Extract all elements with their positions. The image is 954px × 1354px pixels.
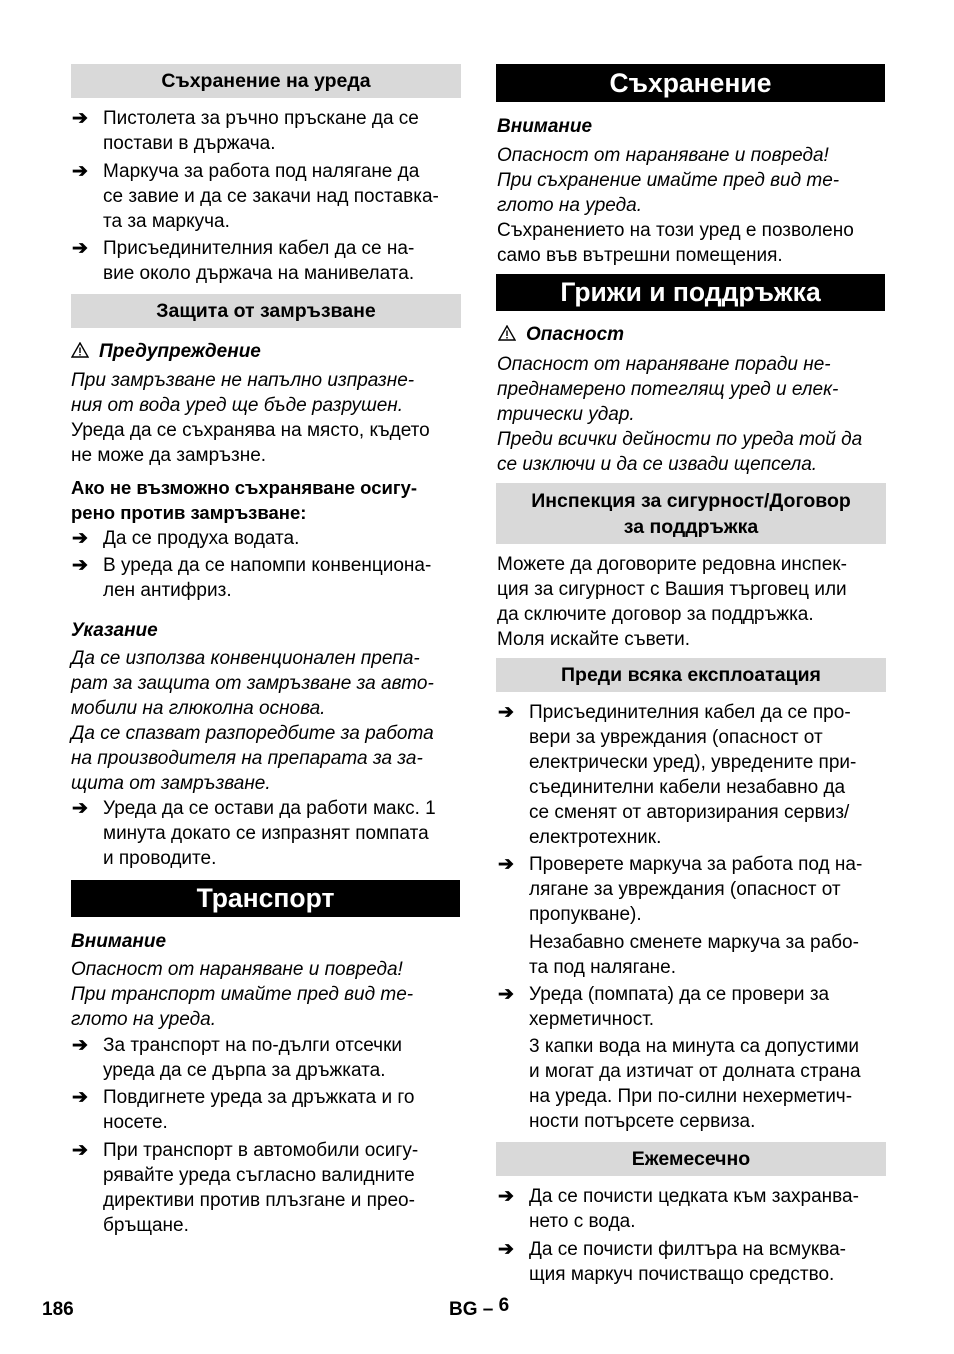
attention-text: При съхранение имайте пред вид те- [497, 170, 840, 191]
bullet-text: и проводите. [103, 848, 217, 869]
attention-text: Опасност от нараняване и повреда! [497, 145, 829, 166]
note-text: щита от замръзване. [71, 773, 271, 794]
bullet-text: лягане за увреждания (опасност от [529, 879, 841, 900]
bullet-text: Пистолета за ръчно пръскане да се [103, 108, 419, 129]
note-text: на производителя на препарата за за- [71, 748, 423, 769]
heading-frost-protection: Защита от замръзване [71, 294, 461, 328]
arrow-icon: ➔ [72, 1140, 88, 1161]
paragraph-text: не може да замръзне. [71, 445, 267, 466]
heading-line: за поддръжка [623, 515, 759, 538]
heading-safety-inspection [496, 483, 886, 544]
bullet-text: вери за увреждания (опасност от [529, 727, 823, 748]
arrow-icon: ➔ [72, 1087, 88, 1108]
note-text: мобили на глюколна основа. [71, 698, 326, 719]
bullet-text: ности потърсете сервиза. [529, 1111, 756, 1132]
bullet-text: Незабавно сменете маркуча за рабо- [529, 932, 859, 953]
bullet-text: Да се почисти филтъра на всмуква- [529, 1239, 847, 1260]
bullet-text: нето с вода. [529, 1211, 636, 1232]
paragraph-text: Моля искайте съвети. [497, 629, 690, 650]
note-label: Указание [71, 620, 158, 641]
danger-label: Опасност [498, 322, 624, 347]
bullet-text: съединителни кабели незабавно да [529, 777, 846, 798]
bullet-text: директиви против плъзгане и прео- [103, 1190, 415, 1211]
bullet-text: пропукване). [529, 904, 642, 925]
bullet-text: уреда да се дърпа за дръжката. [103, 1060, 386, 1081]
paragraph-text: ция за сигурност с Вашия търговец или [497, 579, 847, 600]
arrow-icon: ➔ [498, 984, 514, 1005]
bullet-text: Уреда (помпата) да се провери за [529, 984, 830, 1005]
arrow-icon: ➔ [498, 1186, 514, 1207]
arrow-icon: ➔ [498, 854, 514, 875]
footer-section [449, 1295, 510, 1321]
paragraph-text: Съхранението на този уред е позволено [497, 220, 854, 241]
bullet-text: вие около държача на манивелата. [103, 263, 415, 284]
heading-transport: Транспорт [71, 880, 460, 917]
note-text: Да се спазват разпоредбите за работа [71, 723, 434, 744]
attention-text: глото на уреда. [71, 1009, 216, 1030]
bullet-text: минута докато се изпразнят помпата [103, 823, 429, 844]
warning-triangle-icon [498, 325, 516, 341]
heading-line: Инспекция за сигурност/Договор [531, 489, 851, 512]
section-number: 6 [498, 1295, 510, 1316]
danger-text: Преди всички дейности по уреда той да [497, 429, 863, 450]
bullet-text: Повдигнете уреда за дръжката и го [103, 1087, 415, 1108]
note-text: Да се използва конвенционален препа- [71, 648, 420, 669]
bullet-text: 3 капки вода на минута са допустими [529, 1036, 860, 1057]
bullet-text: носете. [103, 1112, 168, 1133]
heading-storage-device: Съхранение на уреда [71, 64, 461, 98]
heading-monthly: Ежемесечно [496, 1142, 886, 1176]
paragraph-text: Можете да договорите редовна инспек- [497, 554, 847, 575]
bullet-text: В уреда да се напомпи конвенциона- [103, 555, 432, 576]
bold-subheading: Ако не възможно съхраняване осигу- [71, 477, 418, 498]
bullet-text: се сменят от авторизирания сервиз/ [529, 802, 850, 823]
bullet-text: на уреда. При по-силни нехерметич- [529, 1086, 853, 1107]
warning-triangle-icon [71, 342, 89, 358]
bullet-text: щия маркуч почистващо средство. [529, 1264, 835, 1285]
bullet-text: Да се почисти цедката към захранва- [529, 1186, 859, 1207]
bullet-text: постави в държача. [103, 133, 276, 154]
bullet-text: Присъединителния кабел да се про- [529, 702, 851, 723]
bullet-text: рявайте уреда съгласно валидните [103, 1165, 415, 1186]
paragraph-text: Уреда да се съхранява на място, където [71, 420, 430, 441]
warning-text: При замръзване не напълно изпразне- [71, 370, 415, 391]
warning-label: Предупреждение [71, 339, 261, 364]
warning-text: ния от вода уред ще бъде разрушен. [71, 395, 404, 416]
bullet-text: херметичност. [529, 1009, 655, 1030]
bullet-text: бръщане. [103, 1215, 189, 1236]
bullet-text: Проверете маркуча за работа под на- [529, 854, 863, 875]
bullet-text: и могат да изтичат от долната страна [529, 1061, 861, 1082]
heading-storage: Съхранение [496, 64, 885, 102]
attention-label: Внимание [497, 116, 593, 137]
bullet-text: За транспорт на по-дълги отсечки [103, 1035, 403, 1056]
arrow-icon: ➔ [72, 798, 88, 819]
heading-before-operation: Преди всяка експлоатация [496, 658, 886, 692]
bullet-text: лен антифриз. [103, 580, 232, 601]
danger-text: трически удар. [497, 404, 635, 425]
bullet-text: Маркуча за работа под налягане да [103, 161, 420, 182]
arrow-icon: ➔ [72, 528, 88, 549]
bullet-text: Да се продуха водата. [103, 528, 300, 549]
attention-text: При транспорт имайте пред вид те- [71, 984, 414, 1005]
arrow-icon: ➔ [72, 238, 88, 259]
attention-text: Опасност от нараняване и повреда! [71, 959, 403, 980]
bullet-text: Уреда да се остави да работи макс. 1 [103, 798, 436, 819]
bullet-text: та под налягане. [529, 957, 676, 978]
arrow-icon: ➔ [498, 702, 514, 723]
arrow-icon: ➔ [72, 1035, 88, 1056]
attention-label: Внимание [71, 931, 167, 952]
bullet-text: електротехник. [529, 827, 662, 848]
danger-text: се изключи и да се извади щепсела. [497, 454, 818, 475]
paragraph-text: само във вътрешни помещения. [497, 245, 783, 266]
bullet-text: се завие и да се закачи над поставка- [103, 186, 439, 207]
arrow-icon: ➔ [72, 555, 88, 576]
bullet-text: Присъединителния кабел да се на- [103, 238, 415, 259]
page-number: 186 [42, 1299, 74, 1320]
paragraph-text: да сключите договор за поддръжка. [497, 604, 814, 625]
danger-text: Опасност от нараняване поради не- [497, 354, 831, 375]
arrow-icon: ➔ [498, 1239, 514, 1260]
bullet-text: та за маркуча. [103, 211, 230, 232]
danger-text: преднамерено потеглящ уред и елек- [497, 379, 839, 400]
bullet-text: електрически уред), увредените при- [529, 752, 857, 773]
bold-subheading: рено против замръзване: [71, 502, 307, 523]
lang-code: BG [449, 1299, 478, 1320]
arrow-icon: ➔ [72, 161, 88, 182]
attention-text: глото на уреда. [497, 195, 642, 216]
dash: – [482, 1299, 494, 1320]
heading-care-maintenance: Грижи и поддръжка [496, 274, 885, 311]
note-text: рат за защита от замръзване за авто- [71, 673, 434, 694]
bullet-text: При транспорт в автомобили осигу- [103, 1140, 419, 1161]
arrow-icon: ➔ [72, 108, 88, 129]
